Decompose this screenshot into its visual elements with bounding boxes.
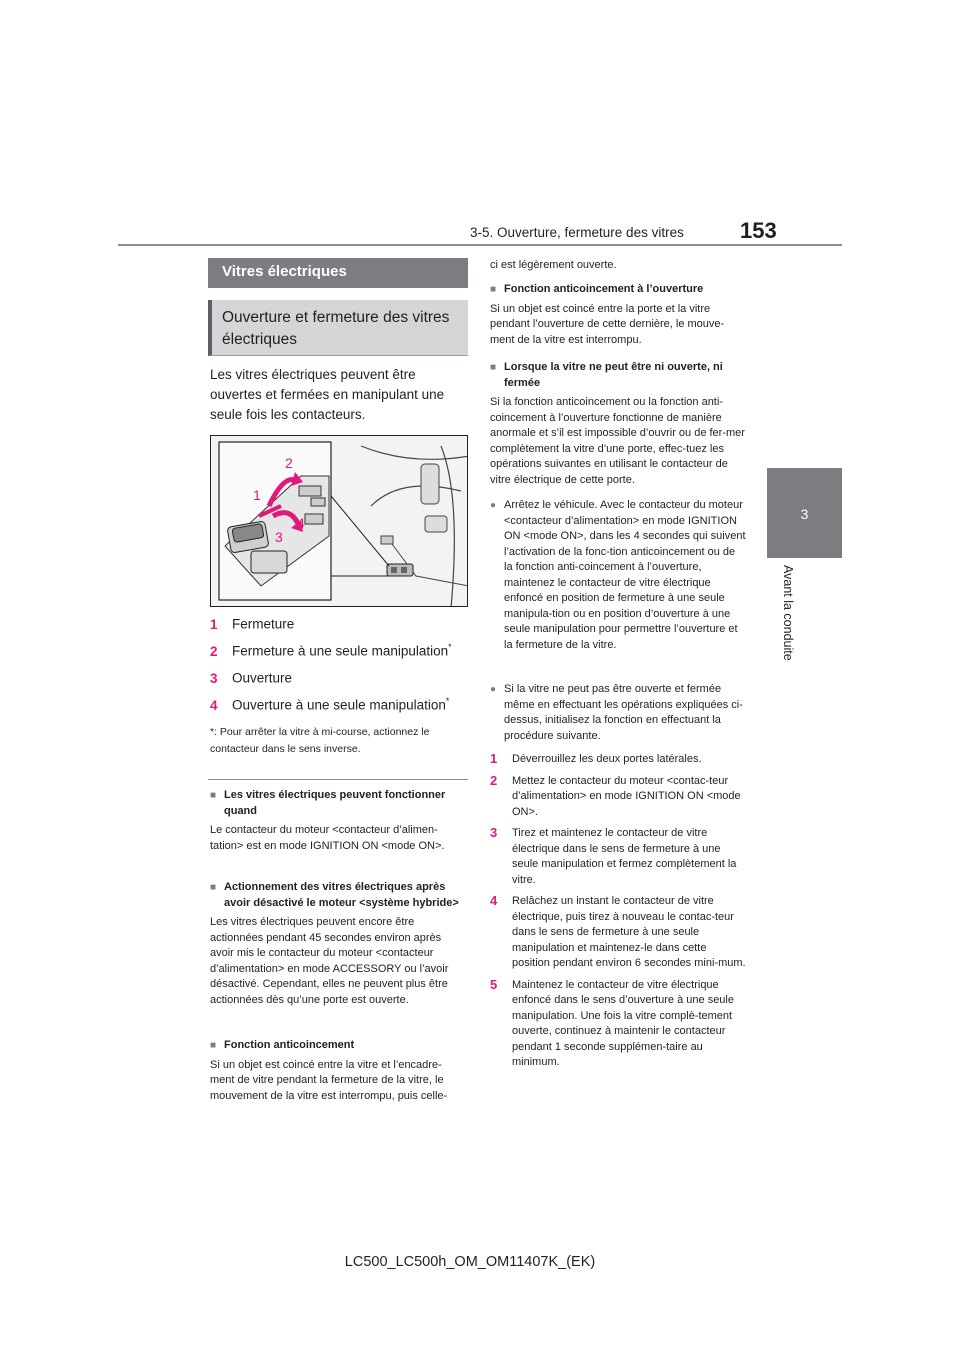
step-number: 4 — [490, 893, 498, 908]
info-block-heading: ■ Fonction anticoincement — [210, 1038, 466, 1054]
legend-item — [210, 615, 294, 632]
step-text: Déverrouillez les deux portes latérales. — [512, 753, 702, 765]
step-number: 1 — [490, 751, 498, 766]
step-text: Mettez le contacteur du moteur <contac-teur d’alimentation> en mode IGNITION ON <mode ON>. — [512, 774, 741, 818]
info-block-heading: ■ Lorsque la vitre ne peut être ni ouverte, ni fermée — [490, 360, 746, 391]
step-number: 5 — [490, 976, 498, 992]
bullet-text: ● Si la vitre ne peut pas être ouverte et fermée même en effectuant les opérations expliquées ci-dessus, initialisez la fonction en effectuant la procédure suivante. — [490, 682, 746, 744]
figure-label-1: 1 — [253, 487, 261, 503]
info-block-body: Si un objet est coincé entre la vitre et l’encadre-ment de vitre pendant la fermeture de la vitre, le mouvement de la vitre est interrompu, puis celle- — [210, 1058, 448, 1102]
section-banner — [208, 258, 468, 288]
window-switch-figure — [210, 435, 468, 607]
legend-number: 4 — [210, 697, 218, 713]
info-block — [210, 788, 466, 854]
procedure-steps — [490, 752, 746, 1077]
info-block-body: Si un objet est coincé entre la porte et la vitre pendant l’ouverture de cette dernière, le mouve-ment de la vitre est interrompu. — [490, 302, 725, 346]
procedure-step — [490, 774, 746, 821]
chapter-tab — [767, 468, 842, 558]
continuation-text: ci est légèrement ouverte. — [490, 259, 617, 271]
chapter-number: 3 — [800, 506, 809, 522]
legend-item — [210, 696, 449, 713]
section-banner-title: Vitres électriques — [222, 263, 347, 280]
procedure-step — [490, 826, 746, 888]
procedure-step — [490, 894, 746, 972]
footer-text: LC500_LC500h_OM_OM11407K_(EK) — [344, 1254, 596, 1270]
info-block — [210, 880, 466, 1008]
legend-number: 1 — [210, 616, 218, 632]
header-rule — [118, 244, 842, 246]
step-number: 2 — [490, 772, 498, 788]
legend-star: * — [445, 696, 450, 706]
legend-star: * — [448, 642, 452, 652]
step-text: Relâchez un instant le contacteur de vitre électrique, puis tirez à nouveau le contac-teur dans le sens de fermeture à une seule manipulation et maintenez-le dans cette position pendant environ 6 secondes mini-mum. — [512, 895, 746, 969]
info-block — [490, 282, 746, 348]
document-code-footer — [0, 1254, 960, 1270]
figure-label-2: 2 — [285, 455, 293, 471]
procedure-step — [490, 752, 746, 768]
legend-number: 2 — [210, 643, 218, 659]
footnote: *: Pour arrêter la vitre à mi-course, actionnez le contacteur dans le sens inverse. — [210, 726, 430, 755]
window-switch-illustration — [211, 436, 468, 607]
info-block — [490, 360, 746, 488]
legend-text: Fermeture à une seule manipulation — [232, 643, 449, 659]
chapter-label — [777, 565, 797, 675]
info-block-heading: ■ Les vitres électriques peuvent fonctionner quand — [210, 788, 466, 819]
step-number: 3 — [490, 825, 498, 840]
legend-text: Ouverture — [232, 670, 293, 686]
info-block-heading: ■ Fonction anticoincement à l’ouverture — [490, 282, 746, 298]
info-block-body: Si la fonction anticoincement ou la fonction anti-coincement à l’ouverture fonctionne de manière anormale et s’il est impossible d’ouvrir ou de fer-mer complètement la vitre d’une porte, effec-tuez les opérations suivantes en utilisant le contacteur de vitre électrique de cette porte. — [490, 396, 745, 486]
legend-text: Fermeture — [232, 616, 295, 632]
chapter-label-text: Avant la conduite — [781, 565, 795, 661]
info-block-body: Le contacteur du moteur <contacteur d’alimen-tation> est en mode IGNITION ON <mode ON>. — [210, 824, 445, 852]
procedure-step — [490, 978, 746, 1071]
info-block — [210, 1038, 466, 1104]
bullet-item — [490, 682, 746, 744]
info-block-body: Les vitres électriques peuvent encore être actionnées pendant 45 secondes environ après avoir mis le contacteur du moteur <contacteur d’alimentation> en mode ACCESSORY ou l’avoir désactivé. Cependant, elles ne peuvent plus être actionnées dès qu’une porte est ouverte. — [210, 916, 449, 1006]
info-block-heading: ■ Actionnement des vitres électriques après avoir désactivé le moteur <système hybride> — [210, 880, 466, 911]
subtitle-box — [208, 300, 468, 356]
section-title: 3-5. Ouverture, fermeture des vitres — [470, 225, 684, 240]
bullet-text: ● Arrêtez le véhicule. Avec le contacteur du moteur <contacteur d’alimentation> en mode IGNITION ON <mode ON>, dans les 4 secondes qui suivent l’activation de la fonc-tion anticoincement ou de la fonction anti-coincement à l’ouverture, maintenez le contacteur de vitre électrique enfoncé en position de fermeture à une seule manipula-tion ou en position d’ouverture à une seule manipulation pour permettre l’ouverture et la fermeture de la vitre. — [490, 498, 746, 653]
legend-item — [210, 642, 452, 659]
legend-text: Ouverture à une seule manipulation — [232, 697, 446, 713]
figure-label-3: 3 — [275, 529, 283, 545]
legend-number: 3 — [210, 670, 218, 686]
footnote-rule — [208, 779, 468, 780]
step-text: Maintenez le contacteur de vitre électrique enfoncé dans le sens d’ouverture à une seule manipulation. Une fois la vitre complè-tement ouverte, continuez à maintenir le contacteur pendant 1 seconde supplémen-taire au minimum. — [512, 978, 734, 1068]
legend-item — [210, 669, 292, 686]
bullet-item — [490, 498, 746, 653]
intro-paragraph: Les vitres électriques peuvent être ouvertes et fermées en manipulant une seule fois les contacteurs. — [210, 367, 445, 422]
figure-label-4: 4 — [297, 515, 305, 531]
page-number: 153 — [740, 218, 777, 243]
subtitle-text: Ouverture et fermeture des vitres électriques — [222, 309, 450, 348]
step-text: Tirez et maintenez le contacteur de vitre électrique dans le sens de fermeture à une seule manipulation et fermez complètement la vitre. — [512, 827, 737, 886]
